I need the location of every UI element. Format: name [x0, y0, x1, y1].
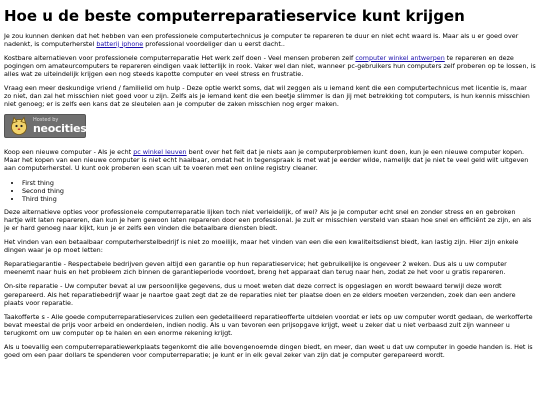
neocities-badge[interactable] [4, 114, 86, 138]
paragraph-ask-friend: Vraag een meer deskundige vriend / familielid om hulp - Deze optie werkt soms, dat wil zeggen als u iemand kent die een computertechnicus met licentie is, maar zo niet, dan zal het misschien niet goed voor u zijn. Zelfs als je iemand kent die een beetje slimmer is dan jij met betrekking tot computers, is hun kennis misschien niet genoeg; er is zelfs een kans dat ze sleutelen aan je computer de zaken misschien nog erger maken. [4, 83, 530, 109]
page-title: Hoe u de beste computerreparatieservice kunt krijgen [4, 7, 465, 25]
paragraph-buy-new [4, 148, 536, 172]
paragraph-guarantee: Reparatiegarantie - Respectabele bedrijven geven altijd een garantie op hun reparatieservice; het gebruikelijke is ongeveer 2 weken. Dus als u uw computer meenemt naar huis en het probleem zich binnen de garantieperiode voordoet, breng het apparaat dan terug naar hen, zodat ze het voor u gratis repareren. [4, 260, 507, 277]
link-computer-winkel-antwerpen[interactable]: computer winkel antwerpen [355, 53, 445, 62]
paragraph-onsite: On-site reparatie - Uw computer bevat al uw persoonlijke gegevens, dus u moet weten dat deze correct is opgeslagen en wordt bewaard terwijl deze wordt gerepareerd. Als het reparatiebedrijf waar je naartoe gaat zegt dat ze de reparaties niet ter plaatse doen en ze elders moeten verzenden, zoek dan een andere plaats voor reparatie. [4, 282, 516, 307]
paragraph-professional: Deze alternatieve opties voor professionele computerreparatie lijken toch niet verleidelijk, of wel? Als je je computer echt snel en zonder stress en en gebroken hartje wilt laten repareren, dan kun je hem gewoon laten repareren door een professional. Je zult er misschien versteld van staan hoe snel en efficiënt ze zijn, en als je er hard genoeg naar kijkt, kun je er zelfs een vinden die betaalbare diensten biedt. [4, 207, 532, 232]
paragraph-intro [4, 32, 536, 48]
link-pc-winkel-leuven[interactable]: pc winkel leuven [133, 148, 187, 157]
list-item: • Second thing [22, 187, 536, 195]
paragraph-alternatives [4, 54, 536, 78]
paragraph-text: te repareren en deze pogingen om amateurcomputers te repareren eindigen vaak letterlijk in rook. Vaker wel dan niet, wanneer pc-gebruikers hun computers zelf proberen op te lossen, is alles wat ze uiteindelijk krijgen een nog steeds kapotte computer en veel stress en frustratie. [4, 53, 536, 78]
badge-text [33, 118, 86, 134]
neocities-cat-icon [8, 116, 30, 136]
bullet-list [4, 179, 536, 203]
badge-brand: neocities [33, 122, 87, 136]
paragraph-text: Je zou kunnen denken dat het hebben van een professionele computertechnicus je computer te repareren te duur en niet echt waard is. Maar als u er goed over nadenkt, is computerherstel [4, 31, 519, 48]
paragraph-quotes: Taakofferte s - Alle goede computerreparatieservices zullen een gedetailleerd reparatieofferte uitdelen voordat er iets op uw computer wordt gedaan, de werkofferte bevat meestal de prijs voor arbeid en onderdelen, indien nodig. Als u van tevoren een prijsopgave krijgt, weet u zeker dat u niet verbaasd zult zijn wanneer u terugkomt om uw computer op te halen en een enorme rekening krijgt. [4, 312, 533, 337]
list-item: • Third thing [22, 195, 536, 203]
paragraph-text: Koop een nieuwe computer - Als je echt [4, 148, 134, 157]
paragraph-text: professional voordeliger dan u eerst dacht.. [143, 39, 285, 48]
badge-hosted-by: Hosted by [33, 117, 59, 124]
paragraph-find-company: Het vinden van een betaalbaar computerherstelbedrijf is niet zo moeilijk, maar het vinden van een die een kwaliteitsdienst biedt, kan lastig zijn. Hier zijn enkele dingen waar je op moet letten: [4, 238, 519, 255]
neocities-badge-container [4, 114, 536, 140]
paragraph-conclusion: Als u toevallig een computerreparatiewerkplaats tegenkomt die alle bovengenoemde dingen biedt, en meer, dan weet u dat uw computer in goede handen is. Het is goed om een paar dollars te spenderen voor computerreparatie; je kunt er in elk geval zeker van zijn dat je computer gerepareerd wordt. [4, 343, 533, 360]
paragraph-text: bent over het feit dat je niets aan je computerproblemen kunt doen, kun je een nieuwe computer kopen. Maar het kopen van een nieuwe computer is niet echt haalbaar, omdat het in tegenspraak is met wat je eerder wilde, namelijk dat je niet te veel geld wilt uitgeven aan computerherstel. U kunt ook proberen een scan uit te voeren met een online registry cleaner. [4, 148, 529, 173]
list-item: • First thing [22, 179, 536, 187]
link-batterij-iphone[interactable]: batterij iphone [96, 39, 144, 48]
paragraph-text: Kostbare alternatieven voor professionele computerreparatie Het werk zelf doen - Veel mensen proberen zelf [4, 53, 356, 62]
